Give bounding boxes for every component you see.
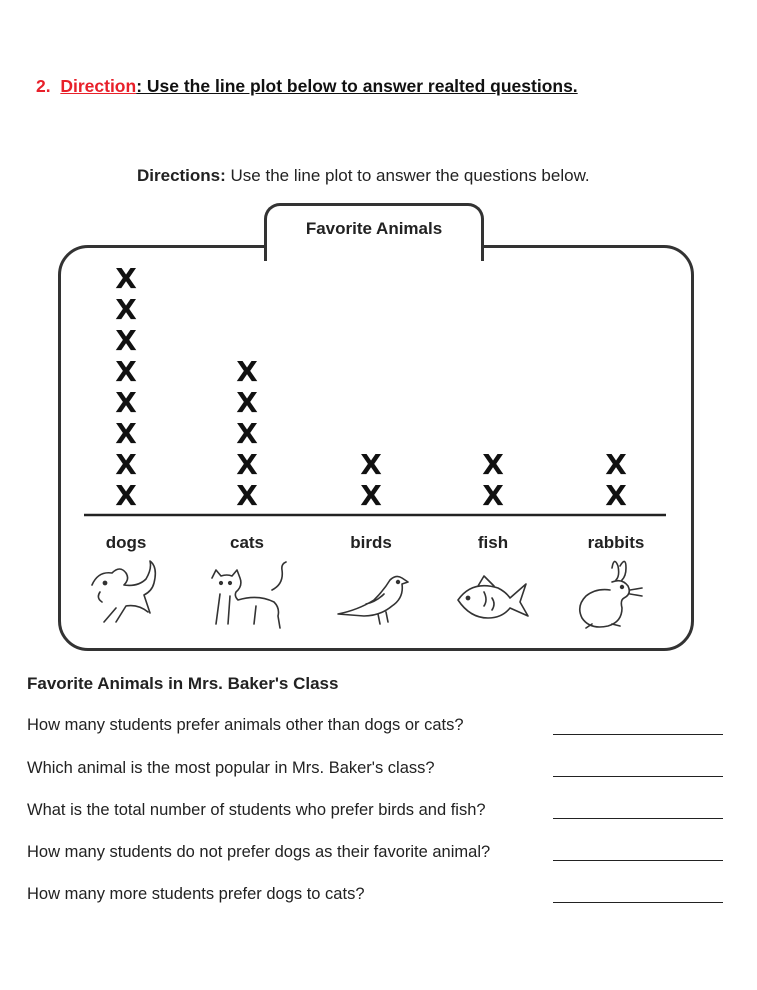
x-mark-dogs: X: [115, 324, 137, 357]
x-mark-dogs: X: [115, 293, 137, 326]
x-mark-cats: X: [236, 355, 258, 388]
plot-marks: [115, 262, 627, 512]
directions-label: Directions:: [137, 166, 226, 185]
question-3: What is the total number of students who prefer birds and fish?: [27, 801, 486, 819]
x-mark-dogs: X: [115, 386, 137, 419]
question-number: 2.: [36, 76, 51, 96]
category-label-birds: birds: [350, 533, 392, 552]
category-labels: [106, 533, 645, 552]
x-mark-birds: X: [360, 448, 382, 481]
category-label-cats: cats: [229, 533, 265, 552]
dog-icon: [92, 561, 155, 622]
question-5: How many more students prefer dogs to cats?: [27, 885, 365, 903]
worksheet-title: Favorite Animals in Mrs. Baker's Class: [27, 674, 339, 693]
x-mark-dogs: X: [115, 448, 137, 481]
x-mark-dogs: X: [115, 417, 137, 450]
x-mark-fish: X: [482, 479, 504, 512]
x-mark-rabbits: X: [605, 479, 627, 512]
question-4: How many students do not prefer dogs as their favorite animal?: [27, 843, 491, 861]
directions-text: Use the line plot to answer the questions below.: [225, 166, 590, 185]
x-mark-cats: X: [236, 448, 258, 481]
rabbit-icon: [580, 561, 642, 628]
fish-icon: [458, 576, 528, 618]
x-mark-cats: X: [236, 417, 258, 450]
direction-word: Direction: [60, 76, 137, 96]
question-1: How many students prefer animals other than dogs or cats?: [27, 716, 464, 734]
x-mark-dogs: X: [115, 262, 137, 295]
chart-title: Favorite Animals: [305, 219, 443, 238]
cat-icon: [212, 562, 286, 628]
x-mark-dogs: X: [115, 355, 137, 388]
heading-text: : Use the line plot below to answer realted questions.: [136, 76, 578, 96]
category-label-rabbits: rabbits: [587, 533, 645, 552]
x-mark-fish: X: [482, 448, 504, 481]
x-mark-cats: X: [236, 386, 258, 419]
question-2: Which animal is the most popular in Mrs. Baker's class?: [27, 759, 435, 777]
category-label-dogs: dogs: [105, 533, 147, 552]
x-mark-dogs: X: [115, 479, 137, 512]
x-mark-cats: X: [236, 479, 258, 512]
x-mark-birds: X: [360, 479, 382, 512]
x-mark-rabbits: X: [605, 448, 627, 481]
category-label-fish: fish: [477, 533, 509, 552]
bird-icon: [338, 576, 408, 624]
